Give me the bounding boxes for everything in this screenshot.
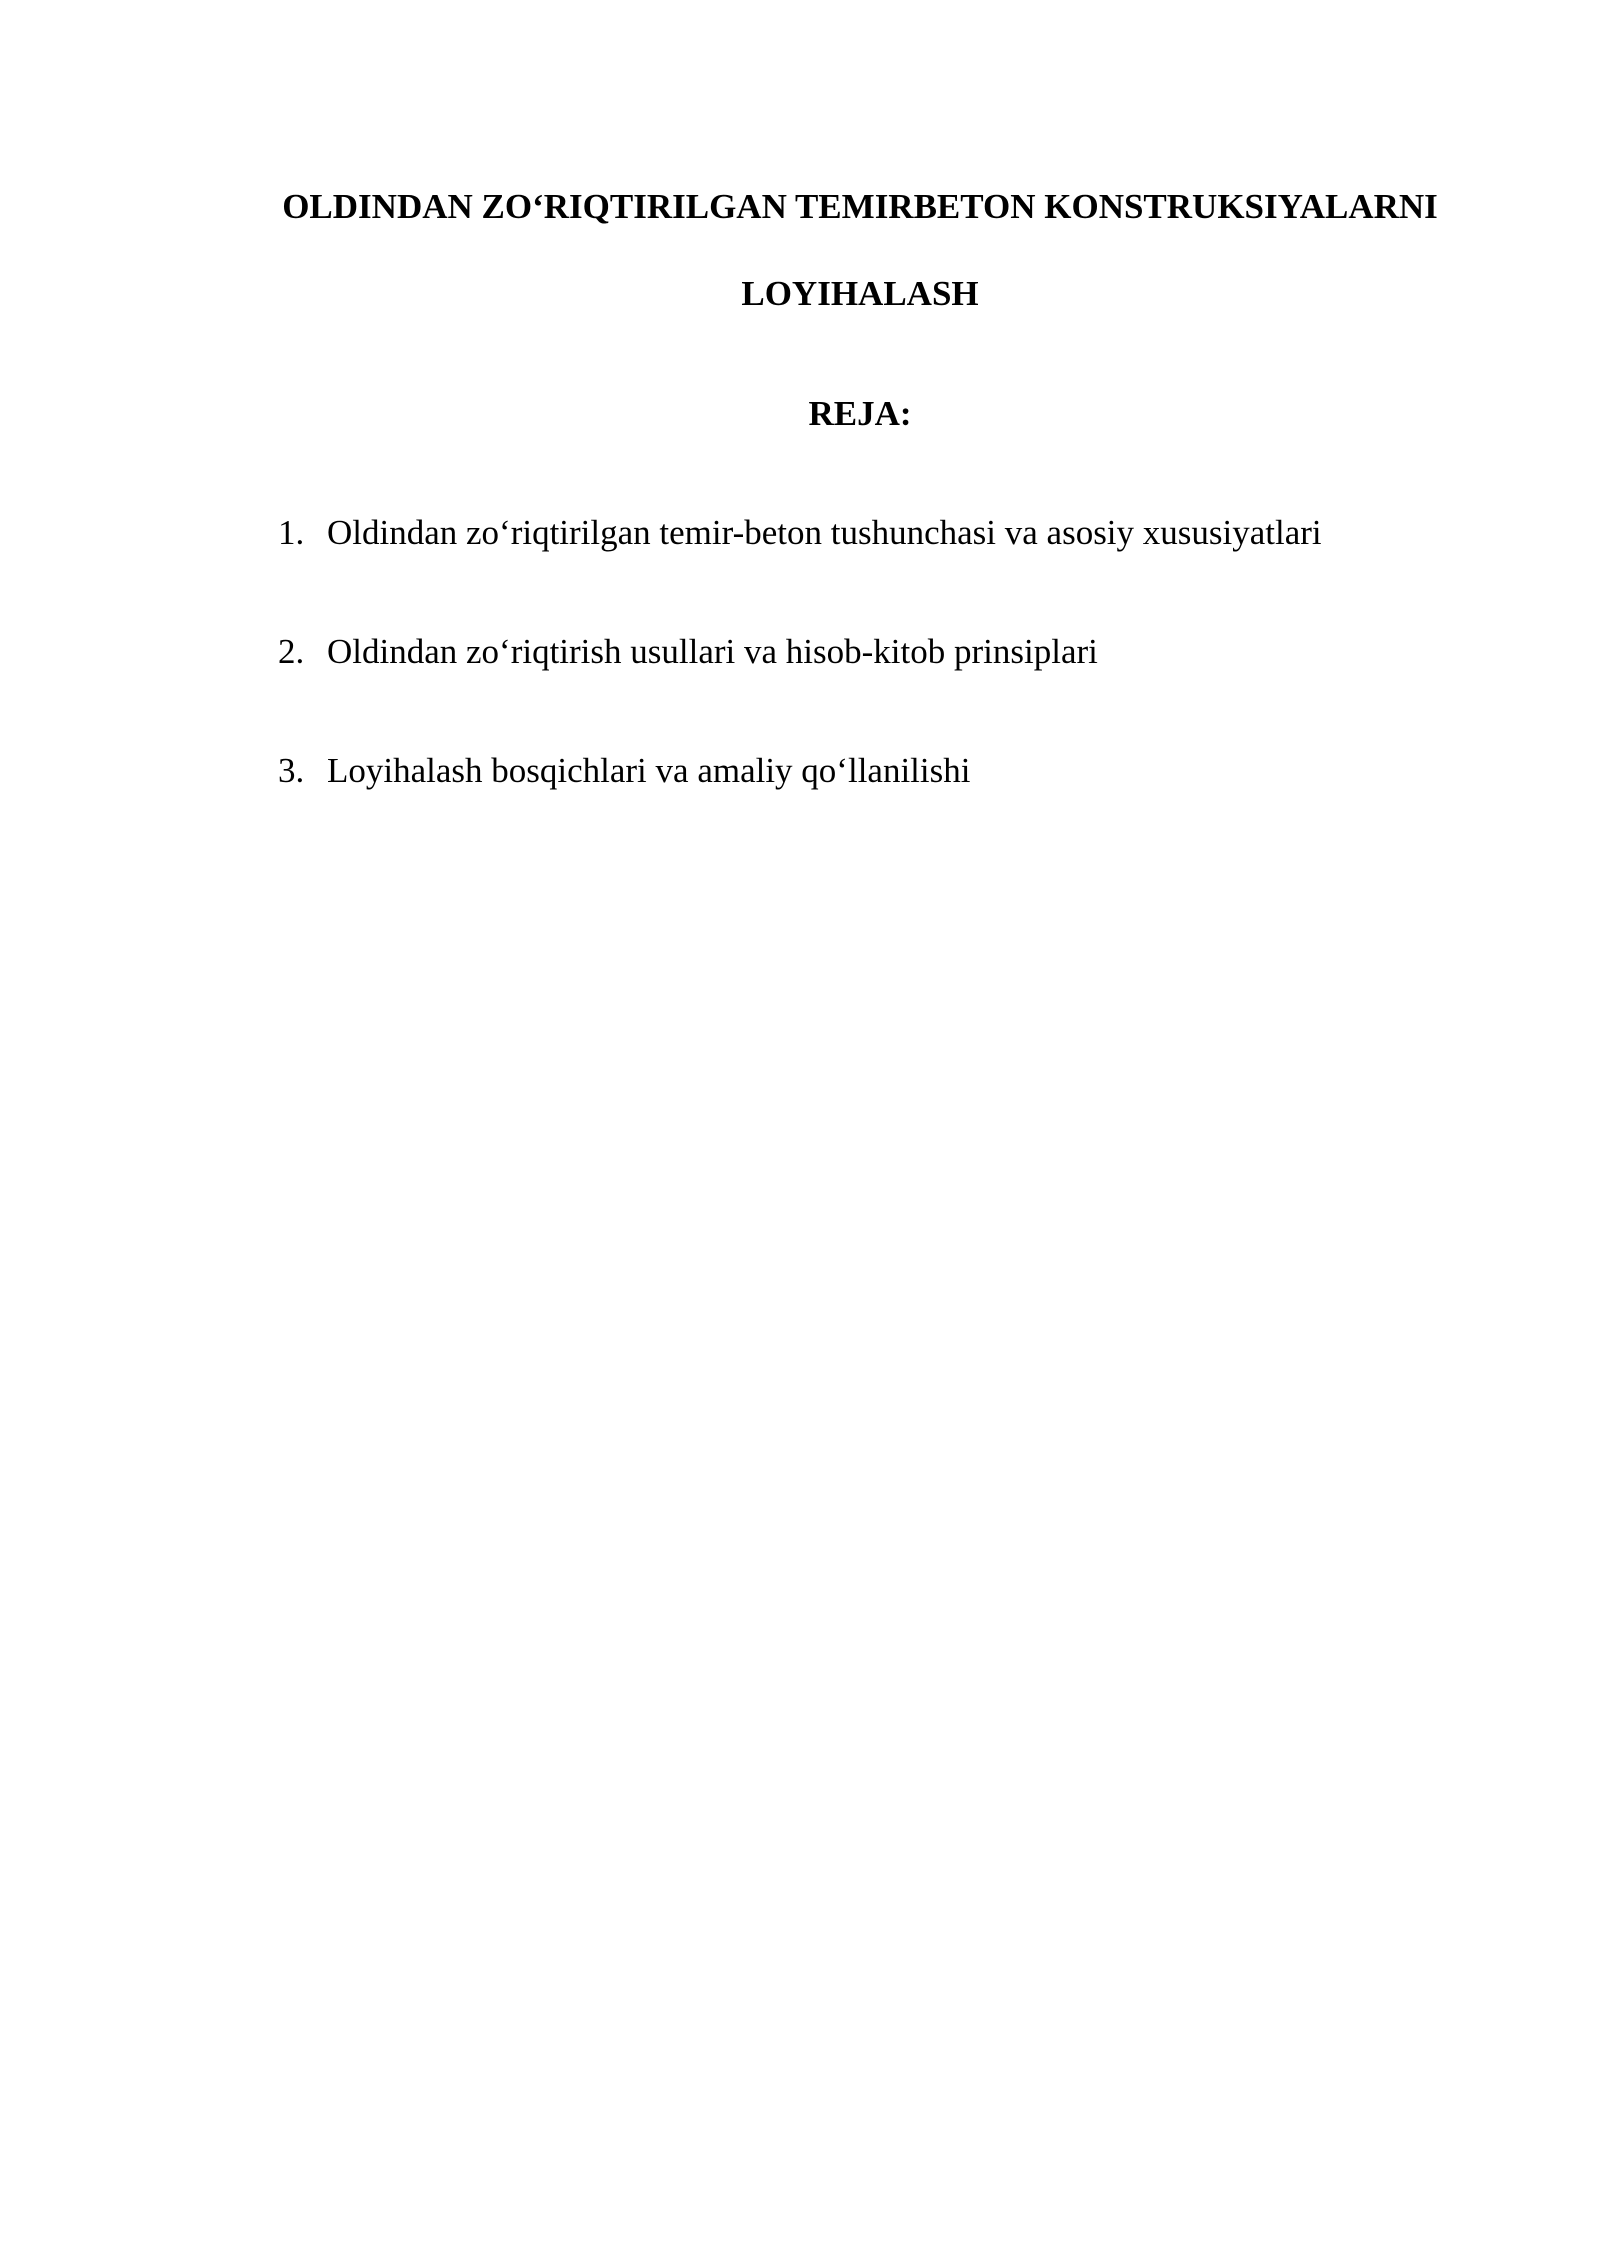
plan-list-item <box>278 513 1322 553</box>
plan-item-text: Oldindan zo‘riqtirilgan temir-beton tushunchasi va asosiy xususiyatlari <box>327 513 1322 552</box>
document-title-line-2: LOYIHALASH <box>741 274 979 313</box>
plan-item-number: 1. <box>278 513 305 552</box>
plan-list-item <box>278 632 1098 672</box>
document-title-line-1: OLDINDAN ZO‘RIQTIRILGAN TEMIRBETON KONSTRUKSIYALARNI <box>282 187 1438 226</box>
plan-item-number: 2. <box>278 632 305 671</box>
plan-item-number: 3. <box>278 751 305 790</box>
plan-list-item <box>278 751 970 791</box>
plan-heading: REJA: <box>808 394 912 433</box>
plan-item-text: Oldindan zo‘riqtirish usullari va hisob-kitob prinsiplari <box>327 632 1098 671</box>
plan-item-text: Loyihalash bosqichlari va amaliy qo‘llanilishi <box>327 751 971 790</box>
